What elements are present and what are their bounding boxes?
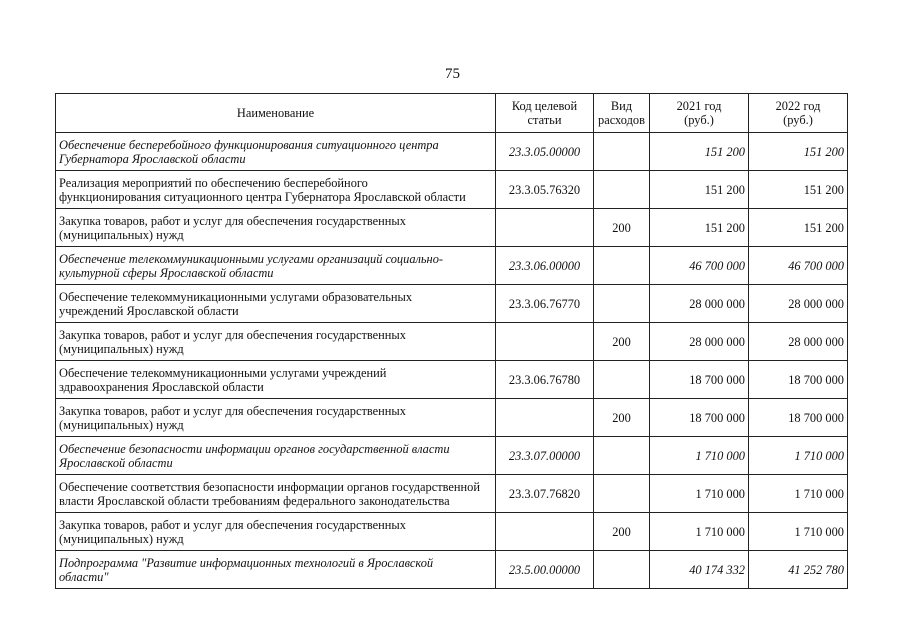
cell-amount-2022: 151 200 [749,133,848,171]
cell-name-line1: Закупка товаров, работ и услуг для обеспечения государственных [59,213,406,228]
cell-name [56,285,496,323]
cell-amount-2021: 1 710 000 [650,513,749,551]
cell-name-line1: Обеспечение телекоммуникационными услугами образовательных [59,289,413,304]
cell-name-line2: (муниципальных) нужд [59,227,184,242]
cell-name-line2: учреждений Ярославской области [59,303,239,318]
cell-amount-2022: 46 700 000 [749,247,848,285]
cell-name [56,513,496,551]
cell-amount-2021: 1 710 000 [650,475,749,513]
cell-name-line1: Обеспечение бесперебойного функционирования ситуационного центра [59,137,439,152]
cell-name [56,437,496,475]
cell-target-code: 23.3.05.00000 [496,133,594,171]
cell-expense-type [594,437,650,475]
cell-name [56,399,496,437]
header-expense-line1: Вид [610,99,633,113]
cell-name [56,133,496,171]
table-row [56,133,848,171]
header-2022-line1: 2022 год [775,99,821,113]
cell-target-code [496,323,594,361]
header-year-2022 [749,94,848,133]
cell-name [56,247,496,285]
cell-name [56,171,496,209]
header-code-line1: Код целевой [511,99,578,113]
cell-expense-type: 200 [594,323,650,361]
cell-expense-type: 200 [594,399,650,437]
page-number: 75 [445,66,460,82]
header-code [496,94,594,133]
cell-name-line1: Закупка товаров, работ и услуг для обеспечения государственных [59,517,406,532]
budget-table [55,93,848,589]
cell-name-line1: Обеспечение телекоммуникационными услугами организаций социально- [59,251,444,266]
cell-name-line2: здравоохранения Ярославской области [59,379,264,394]
cell-name [56,323,496,361]
cell-target-code: 23.3.07.76820 [496,475,594,513]
cell-target-code: 23.3.06.76770 [496,285,594,323]
cell-expense-type: 200 [594,209,650,247]
cell-amount-2021: 28 000 000 [650,323,749,361]
cell-target-code: 23.3.07.00000 [496,437,594,475]
header-expense-line2: расходов [598,113,645,127]
table-row [56,247,848,285]
cell-amount-2022: 151 200 [749,209,848,247]
cell-amount-2022: 1 710 000 [749,475,848,513]
table-row [56,285,848,323]
cell-name-line1: Обеспечение соответствия безопасности информации органов государственной [59,479,480,494]
cell-amount-2021: 46 700 000 [650,247,749,285]
header-name [56,94,496,133]
cell-amount-2022: 41 252 780 [749,551,848,589]
header-row [56,94,848,133]
cell-expense-type [594,551,650,589]
cell-name-line2: Ярославской области [59,455,173,470]
cell-name [56,209,496,247]
cell-name-line1: Подпрограмма "Развитие информационных технологий в Ярославской [59,555,434,570]
cell-amount-2021: 151 200 [650,171,749,209]
cell-name-line2: (муниципальных) нужд [59,341,184,356]
cell-name-line2: области" [59,569,109,584]
cell-name [56,475,496,513]
cell-amount-2022: 18 700 000 [749,361,848,399]
table-row [56,209,848,247]
cell-amount-2021: 151 200 [650,209,749,247]
cell-target-code: 23.3.05.76320 [496,171,594,209]
table-row [56,361,848,399]
table-row [56,437,848,475]
cell-name-line1: Закупка товаров, работ и услуг для обеспечения государственных [59,327,406,342]
table-row [56,475,848,513]
header-name-label: Наименование [236,106,315,120]
header-2021-line1: 2021 год [676,99,722,113]
cell-expense-type [594,285,650,323]
cell-name-line1: Обеспечение телекоммуникационными услугами учреждений [59,365,387,380]
table-body [56,133,848,589]
cell-name-line2: функционирования ситуационного центра Губернатора Ярославской области [59,189,466,204]
cell-expense-type [594,361,650,399]
cell-name-line2: Губернатора Ярославской области [59,151,246,166]
header-code-line2: статьи [527,113,562,127]
cell-expense-type: 200 [594,513,650,551]
header-year-2021 [650,94,749,133]
cell-amount-2021: 151 200 [650,133,749,171]
cell-name [56,361,496,399]
cell-amount-2022: 1 710 000 [749,437,848,475]
cell-target-code [496,209,594,247]
cell-name-line1: Закупка товаров, работ и услуг для обеспечения государственных [59,403,406,418]
cell-amount-2021: 1 710 000 [650,437,749,475]
cell-amount-2021: 28 000 000 [650,285,749,323]
cell-name-line2: власти Ярославской области требованиям федерального законодательства [59,493,450,508]
cell-amount-2021: 18 700 000 [650,361,749,399]
table-row [56,399,848,437]
cell-name-line2: культурной сферы Ярославской области [59,265,274,280]
cell-name-line2: (муниципальных) нужд [59,417,184,432]
cell-expense-type [594,171,650,209]
table-row [56,551,848,589]
cell-name [56,551,496,589]
header-2021-line2: (руб.) [684,113,714,127]
cell-target-code: 23.3.06.00000 [496,247,594,285]
table-header [56,94,848,133]
cell-amount-2021: 40 174 332 [650,551,749,589]
cell-amount-2022: 1 710 000 [749,513,848,551]
cell-name-line2: (муниципальных) нужд [59,531,184,546]
table-row [56,171,848,209]
cell-expense-type [594,133,650,171]
cell-target-code [496,513,594,551]
cell-amount-2021: 18 700 000 [650,399,749,437]
cell-expense-type [594,475,650,513]
header-expense-type [594,94,650,133]
cell-target-code: 23.5.00.00000 [496,551,594,589]
cell-amount-2022: 28 000 000 [749,285,848,323]
table-row [56,513,848,551]
cell-target-code: 23.3.06.76780 [496,361,594,399]
header-2022-line2: (руб.) [783,113,813,127]
cell-name-line1: Обеспечение безопасности информации органов государственной власти [59,441,450,456]
cell-expense-type [594,247,650,285]
cell-amount-2022: 28 000 000 [749,323,848,361]
cell-amount-2022: 151 200 [749,171,848,209]
table-row [56,323,848,361]
cell-target-code [496,399,594,437]
cell-name-line1: Реализация мероприятий по обеспечению бесперебойного [59,175,368,190]
cell-amount-2022: 18 700 000 [749,399,848,437]
